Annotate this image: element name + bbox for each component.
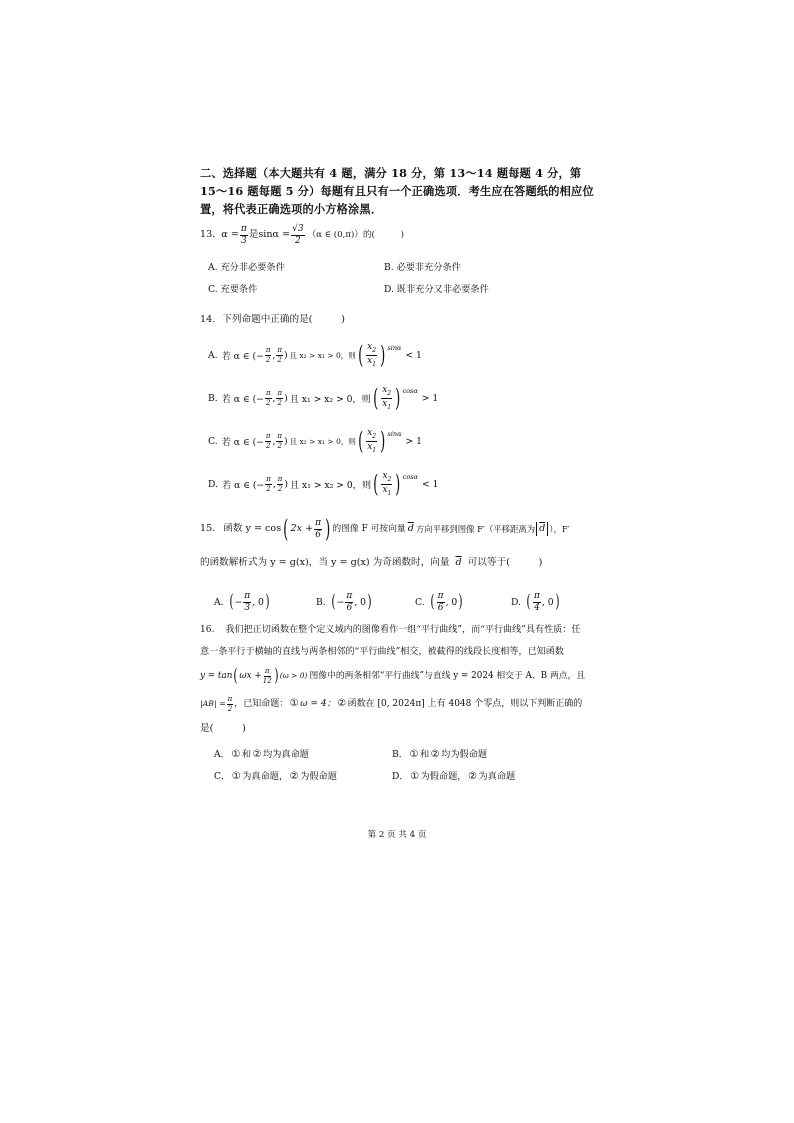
option-text: 为假命题 (300, 771, 337, 782)
question-16-line4 (200, 690, 582, 718)
vector-magnitude: $\overline{d}$ (536, 522, 548, 536)
sign: − (336, 596, 345, 608)
paren-right: ) (395, 384, 401, 412)
vector-d: $\overline{d}$ (407, 523, 414, 534)
fraction-x2-x1: $\frac{x_2}{x_1}$ (382, 470, 392, 497)
argument: ωx + (239, 671, 262, 681)
exponent: cosα (402, 387, 418, 395)
zero: , 0 (354, 596, 367, 608)
paren-left: ( (430, 591, 435, 612)
vector-d: $\overline{d}$ (455, 557, 462, 568)
paren-right: ) (555, 591, 560, 612)
exponent: cosα (402, 473, 419, 481)
paren-left: ( (373, 470, 379, 498)
connector-text: 是 (248, 229, 259, 240)
option-text: 为真命题 (478, 771, 516, 782)
option-b[interactable] (208, 383, 438, 413)
sin-alpha: sinα = (258, 229, 291, 240)
comma: , (272, 392, 276, 404)
fraction-pi-2: $\frac{\pi}{2}$ (265, 345, 271, 364)
fraction-pi-12: $\frac{\pi}{12}$ (262, 666, 272, 685)
relation: < 1 (405, 349, 422, 361)
circled-two: ② (430, 748, 440, 760)
circled-one: ① (409, 748, 419, 760)
paren-left: ( (526, 591, 531, 612)
circled-one: ① (410, 770, 420, 782)
exponent: sinα (387, 344, 402, 352)
fraction-pi-6: $\frac{\pi}{6}$ (315, 517, 322, 540)
circled-two: ② (337, 698, 347, 709)
question-16-line3 (200, 662, 585, 690)
option-label: C. (208, 435, 218, 447)
ab-length: |AB| = (200, 699, 226, 708)
fraction: $\frac{\pi}{4}$ (534, 590, 540, 613)
paren-right: ) (380, 427, 386, 455)
comma: , (272, 435, 276, 447)
fraction-pi-2: $\frac{\pi}{2}$ (266, 474, 271, 493)
stem-text: 可以等于( ) (467, 557, 543, 568)
question-15-line2 (200, 556, 542, 570)
option-text: 和 (419, 749, 430, 760)
fraction-pi-2: $\frac{\pi}{2}$ (277, 431, 283, 450)
interval-open: 若 α ∈ (− (221, 480, 265, 491)
interval-close: ) (283, 349, 288, 361)
zero: , 0 (252, 596, 264, 608)
zero: , 0 (445, 596, 458, 608)
paren-left: ( (283, 515, 289, 543)
option-label: B. (316, 596, 326, 608)
circled-two: ② (252, 748, 262, 760)
question-number: 16. (200, 625, 215, 635)
circled-two: ② (468, 770, 477, 782)
question-15 (200, 514, 570, 544)
fraction-x2-x1: $\frac{x_2}{x_1}$ (367, 341, 377, 368)
interval-open: 若 α ∈ (− (221, 394, 264, 405)
fraction-pi-2: $\frac{\pi}{2}$ (277, 388, 283, 407)
paren-left: ( (228, 591, 234, 612)
option-label: C. (415, 596, 425, 608)
paren-right: ) (458, 591, 463, 612)
option-c[interactable] (415, 588, 464, 616)
fraction-x2-x1: $\frac{x_2}{x_1}$ (382, 384, 392, 411)
zero: , 0 (541, 596, 554, 608)
option-label: D. (511, 596, 521, 608)
stem-text: ，已知命题： (234, 699, 289, 709)
alpha-eq: α = (221, 229, 239, 240)
option-text: 和 (241, 749, 252, 760)
option-text: 均为真命题 (263, 749, 309, 760)
proposition-1: ω = 4； (300, 699, 336, 709)
fraction-pi-2: $\frac{\pi}{2}$ (227, 694, 233, 713)
function-text: 函数 y = cos (223, 523, 282, 534)
question-16-line5: 是( ) (200, 723, 246, 734)
sign: − (234, 596, 243, 608)
question-16-line1 (200, 623, 580, 637)
paren-right: ) (274, 665, 279, 686)
option-a[interactable]: A. 充分非必要条件 (208, 262, 285, 273)
question-number: 15. (200, 523, 216, 534)
condition: 且 x₁ > x₂ > 0，则 (289, 480, 372, 491)
proposition-2: 函数在 [0, 2024π] 上有 4048 个零点，则以下判断正确的 (347, 699, 583, 709)
function-text: y = tan (200, 671, 233, 681)
fraction-pi-2: $\frac{\pi}{2}$ (277, 474, 283, 493)
paren-left: ( (357, 427, 364, 455)
argument: 2x + (290, 523, 314, 534)
paren-right: ) (367, 591, 372, 612)
stem-text: 图像中的两条相邻“平行曲线”与直线 y = 2024 相交于 A、B 两点，且 (309, 671, 586, 681)
interval-open: 若 α ∈ (− (221, 437, 264, 448)
option-a[interactable] (214, 746, 309, 760)
paren-right: ) (380, 341, 386, 369)
circled-one: ① (231, 748, 241, 760)
question-stem: 下列命题中正确的是( ) (222, 314, 345, 325)
option-label: A. (214, 596, 224, 608)
domain-condition: （α ∈ (0,π)）的( ) (307, 230, 405, 240)
condition: 且 x₂ > x₁ > 0，则 (289, 436, 356, 446)
fraction-pi-2: $\frac{\pi}{2}$ (265, 431, 271, 450)
question-14 (200, 313, 345, 327)
stem-text: 方向平移到图像 F′（平移距离为 (415, 524, 536, 534)
option-d[interactable] (511, 588, 561, 616)
option-b[interactable] (392, 746, 487, 760)
option-b[interactable]: B. 必要非充分条件 (384, 262, 461, 273)
fraction-x2-x1: $\frac{x_2}{x_1}$ (367, 427, 377, 454)
option-c[interactable]: C. 充要条件 (208, 284, 258, 295)
fraction-pi-3: $\frac{\pi}{3}$ (240, 223, 247, 246)
comma: , (272, 349, 276, 361)
paren-left: ( (331, 591, 336, 612)
fraction-pi-2: $\frac{\pi}{2}$ (277, 345, 282, 364)
option-c[interactable] (208, 426, 422, 456)
option-a[interactable] (208, 340, 422, 370)
relation: > 1 (421, 392, 439, 404)
option-label: A. (208, 349, 218, 361)
option-b[interactable] (316, 588, 373, 616)
relation: > 1 (405, 435, 422, 447)
fraction-sqrt3-2: $\frac{√3}{2}$ (292, 223, 304, 246)
interval-close: ) (284, 435, 288, 447)
exponent: sinα (387, 430, 402, 438)
circled-one: ① (289, 698, 299, 709)
paren-left: ( (372, 384, 379, 412)
circled-two: ② (289, 770, 299, 782)
paren-left: ( (357, 341, 364, 369)
stem-text: 的函数解析式为 y = g(x)，当 y = g(x) 为奇函数时，向量 (200, 557, 450, 568)
stem-text: 的图像 F 可按向量 (332, 524, 406, 534)
option-c[interactable] (214, 768, 337, 782)
relation: < 1 (422, 478, 439, 490)
option-label: B. (208, 392, 218, 404)
fraction: $\frac{\pi}{6}$ (437, 590, 444, 613)
interval-open: 若 α ∈ (− (221, 351, 264, 362)
option-label: B． (392, 749, 408, 760)
stem-text: 我们把正切函数在整个定义域内的图像看作一组“平行曲线”，而“平行曲线”具有性质：任 (225, 625, 581, 635)
option-label: A． (214, 749, 230, 760)
comma: , (272, 478, 276, 490)
option-label: C． (214, 771, 231, 782)
paren-right: ) (265, 591, 270, 612)
circled-one: ① (231, 770, 241, 782)
option-text: 为假命题， (420, 771, 467, 782)
option-d[interactable] (208, 469, 439, 499)
paren-right: ) (395, 470, 401, 498)
question-number: 13. (200, 229, 216, 240)
option-label: D． (392, 771, 409, 782)
fraction: $\frac{\pi}{6}$ (346, 590, 353, 613)
paren-right: ) (325, 515, 331, 543)
option-d[interactable]: D. 既非充分又非必要条件 (384, 284, 489, 295)
fraction-pi-2: $\frac{\pi}{2}$ (265, 388, 271, 407)
option-d[interactable] (392, 768, 515, 782)
interval-close: ) (284, 392, 288, 404)
paren-left: ( (233, 665, 239, 686)
interval-close: ) (284, 478, 288, 490)
fraction: $\frac{\pi}{3}$ (244, 590, 251, 613)
condition: 且 x₂ > x₁ > 0，则 (289, 350, 356, 360)
condition: (ω > 0) (279, 671, 308, 680)
stem-text: ），F′ (549, 524, 570, 534)
option-a[interactable] (214, 588, 271, 616)
question-13 (200, 220, 404, 250)
question-number: 14. (200, 314, 216, 325)
section-heading: 二、选择题（本大题共有 4 题，满分 18 分，第 13～14 题每题 4 分，第 15～16 题每题 5 分）每题有且只有一个正确选项．考生应在答题纸的相应位置，将代表正确选项的小方格涂黑． (200, 166, 594, 216)
option-label: D. (208, 478, 218, 490)
option-text: 均为假命题 (441, 749, 488, 760)
question-16-line2: 意一条平行于横轴的直线与两条相邻的“平行曲线”相交，被截得的线段长度相等，已知函数 (200, 647, 564, 657)
page-footer: 第 2 页 共 4 页 (367, 830, 427, 840)
option-text: 为真命题， (242, 771, 289, 782)
condition: 且 x₁ > x₂ > 0，则 (289, 394, 371, 405)
